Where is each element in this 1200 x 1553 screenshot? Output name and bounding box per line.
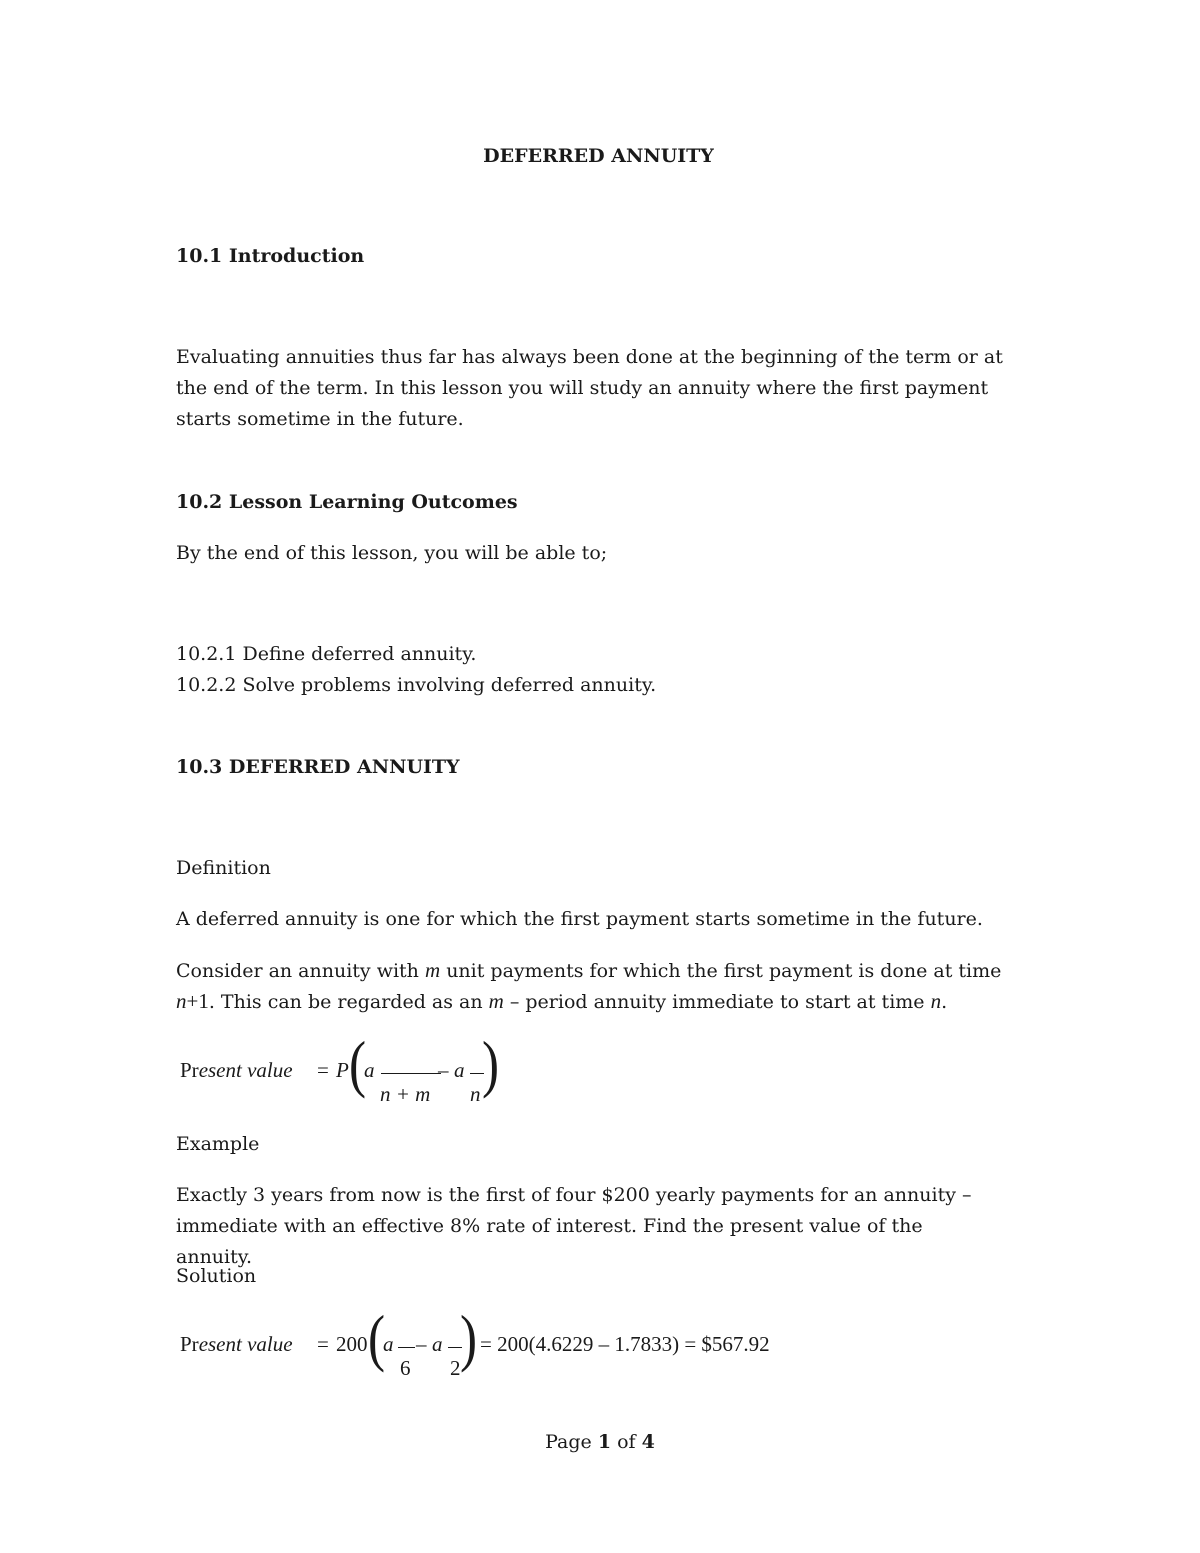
footer-of-word: of [617,1431,636,1453]
solution-label: Solution [176,1265,257,1287]
outcome-item-2: 10.2.2 Solve problems involving deferred annuity. [176,674,657,696]
outcome-item-1: 10.2.1 Define deferred annuity. [176,643,477,665]
solution-coefficient: 200 [336,1332,368,1356]
present-value-formula [176,1028,576,1108]
solution-minus: – [416,1332,427,1356]
section-heading-outcomes: 10.2 Lesson Learning Outcomes [176,491,518,513]
formula-sub1: n + m [380,1082,431,1106]
consider-line-2 [176,986,947,1018]
consider-text-4: – period annuity immediate to start at time [509,991,925,1013]
section-heading-introduction: 10.1 Introduction [176,245,365,267]
plus-one: +1 [186,989,209,1013]
solution-a2: a [432,1332,443,1356]
variable-n: n [176,989,187,1013]
formula-lhs: Present value [180,1058,293,1082]
solution-sub1: 6 [400,1356,411,1380]
formula-a1: a [364,1058,375,1082]
consider-text-3: . This can be regarded as an [208,991,483,1013]
formula-P: P [336,1058,349,1082]
formula-equals: = [317,1058,329,1082]
definition-label: Definition [176,857,271,879]
formula-left-paren: ( [349,1028,367,1099]
intro-paragraph: Evaluating annuities thus far has always been done at the beginning of the term or at the end of the term. In this lesson you will study an annuity where the first payment starts sometime in the future. [176,346,1003,430]
example-text: Exactly 3 years from now is the first of four $200 yearly payments for an annuity – immediate with an effective 8% rate of interest. Find the present value of the annuity. [176,1184,972,1268]
example-label: Example [176,1133,260,1155]
formula-sub2: n [470,1082,481,1106]
solution-result: = 200(4.6229 – 1.7833) = $567.92 [480,1332,770,1356]
document-title: DEFERRED ANNUITY [483,145,714,167]
footer-page-number: 1 [597,1431,612,1453]
formula-minus: – [438,1058,449,1082]
solution-equals: = [317,1332,329,1356]
variable-m-inline: m [488,989,504,1013]
section-heading-deferred-annuity: 10.3 DEFERRED ANNUITY [176,756,460,778]
solution-bar-1 [398,1347,415,1348]
solution-sub2: 2 [450,1356,461,1380]
consider-text-2: unit payments for which the first payment is done at time [446,960,1002,982]
footer-page-word: Page [545,1431,592,1453]
solution-right-paren: ) [460,1302,478,1373]
consider-text-1: Consider an annuity with [176,960,419,982]
formula-a2: a [454,1058,465,1082]
solution-lhs: Present value [180,1332,293,1356]
solution-left-paren: ( [368,1302,386,1373]
solution-formula [176,1302,876,1382]
footer-page-total: 4 [641,1431,655,1453]
variable-n-inline: n [930,989,942,1013]
formula-right-paren: ) [482,1028,500,1099]
consider-end: . [941,991,948,1013]
consider-line-1 [176,955,1001,987]
solution-a1: a [383,1332,394,1356]
page-footer [0,1427,1200,1458]
variable-m: m [424,958,441,982]
definition-text: A deferred annuity is one for which the first payment starts sometime in the future. [176,908,983,930]
formula-bar-1 [381,1073,441,1074]
outcomes-lead: By the end of this lesson, you will be able to; [176,542,608,564]
